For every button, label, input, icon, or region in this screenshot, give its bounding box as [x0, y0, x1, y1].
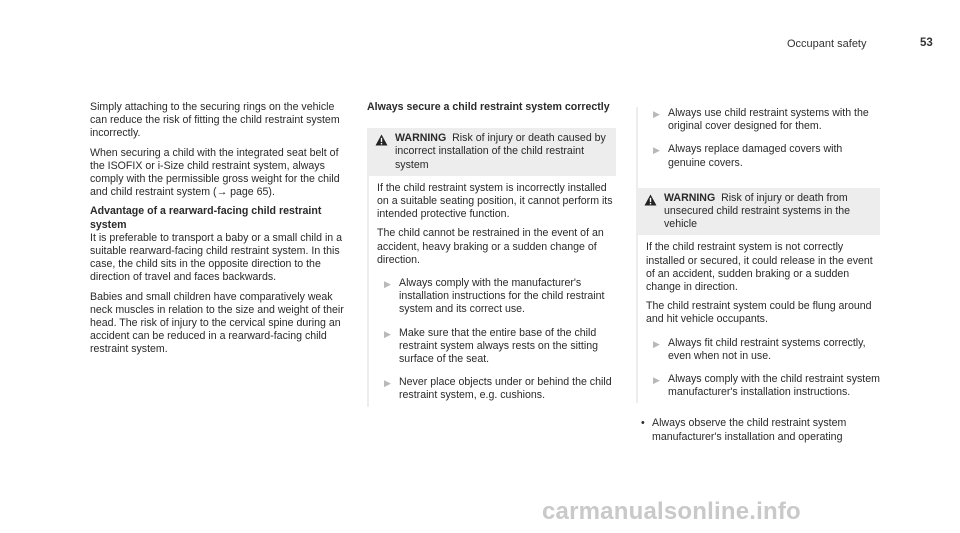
bullet-dot-icon: • — [641, 417, 645, 430]
warning-triangle-icon — [644, 192, 664, 232]
section-heading: Advantage of a rearward-facing child restraint system — [90, 205, 322, 231]
paragraph: The child cannot be restrained in the event of an accident, heavy braking or a sudden change of direction. — [377, 227, 604, 266]
section-title: Occupant safety — [787, 38, 867, 50]
instruction-step: ▶ Always replace damaged covers with genuine covers. — [646, 143, 880, 169]
arrow-right-icon: ▶ — [384, 378, 391, 389]
warning-triangle-icon — [375, 132, 395, 172]
paragraph: If the child restraint system is incorrectly installed on a suitable seating position, it cannot perform its intended protective function. — [377, 181, 613, 221]
arrow-right-icon: ▶ — [653, 338, 660, 349]
warning-body — [636, 235, 880, 403]
instruction-step: ▶ Always use child restraint systems with the original cover designed for them. — [646, 107, 880, 133]
paragraph: When securing a child with the integrated seat belt of the ISOFIX or i-Size child restraint system, always comply with the permissible gross weight for the child and child restraint system (→ page 65). — [90, 146, 340, 199]
warning-label: WARNING — [664, 191, 716, 204]
instruction-step: ▶ Always comply with the child restraint system manufacturer's installation instructions. — [646, 373, 880, 399]
arrow-right-icon: ▶ — [653, 145, 660, 156]
instruction-step: ▶ Always comply with the manufacturer's installation instructions for the child restraint system and its correct use. — [377, 277, 616, 317]
section-heading: Always secure a child restraint system correctly — [367, 101, 610, 113]
arrow-right-icon: ▶ — [384, 279, 391, 290]
instruction-step: ▶ Never place objects under or behind the child restraint system, e.g. cushions. — [377, 376, 616, 402]
paragraph: Babies and small children have comparatively weak neck muscles in relation to the size and weight of their head. The risk of injury to the cervical spine during an accident can be reduced in a rearward-facing child restraint system. — [90, 290, 344, 356]
paragraph: It is preferable to transport a baby or a small child in a suitable rearward-facing child restraint system. In this case, the child sits in the opposite direction to the direction of travel and faces backwards. — [90, 231, 343, 284]
bullet-item: • Always observe the child restraint system manufacturer's installation and operating — [636, 417, 880, 443]
column-2 — [367, 101, 616, 407]
arrow-right-icon: ▶ — [384, 328, 391, 339]
warning-label: WARNING — [395, 132, 447, 145]
warning-header — [636, 188, 880, 236]
warning-continuation — [636, 107, 880, 188]
arrow-right-icon: ▶ — [653, 375, 660, 386]
paragraph: Simply attaching to the securing rings on the vehicle can reduce the risk of fitting the child restraint system incorrectly. — [90, 101, 340, 140]
warning-header — [367, 128, 616, 176]
watermark: carmanualsonline.info — [542, 498, 801, 525]
paragraph: If the child restraint system is not correctly installed or secured, it could release in the event of an accident, sudden braking or a sudden change in direction. — [646, 241, 873, 294]
warning-title: Risk of injury or death from unsecured child restraint systems in the vehicle — [664, 191, 851, 231]
instruction-step: ▶ Always fit child restraint systems correctly, even when not in use. — [646, 337, 880, 363]
column-1 — [90, 101, 352, 363]
instruction-step: ▶ Make sure that the entire base of the child restraint system always rests on the sitting surface of the seat. — [377, 327, 616, 367]
page-number: 53 — [920, 37, 933, 49]
warning-title: Risk of injury or death caused by incorrect installation of the child restraint system — [395, 132, 606, 171]
column-3 — [636, 101, 880, 444]
arrow-right-icon: ▶ — [653, 109, 660, 119]
paragraph: The child restraint system could be flung around and hit vehicle occupants. — [646, 300, 872, 326]
warning-body — [367, 176, 616, 407]
